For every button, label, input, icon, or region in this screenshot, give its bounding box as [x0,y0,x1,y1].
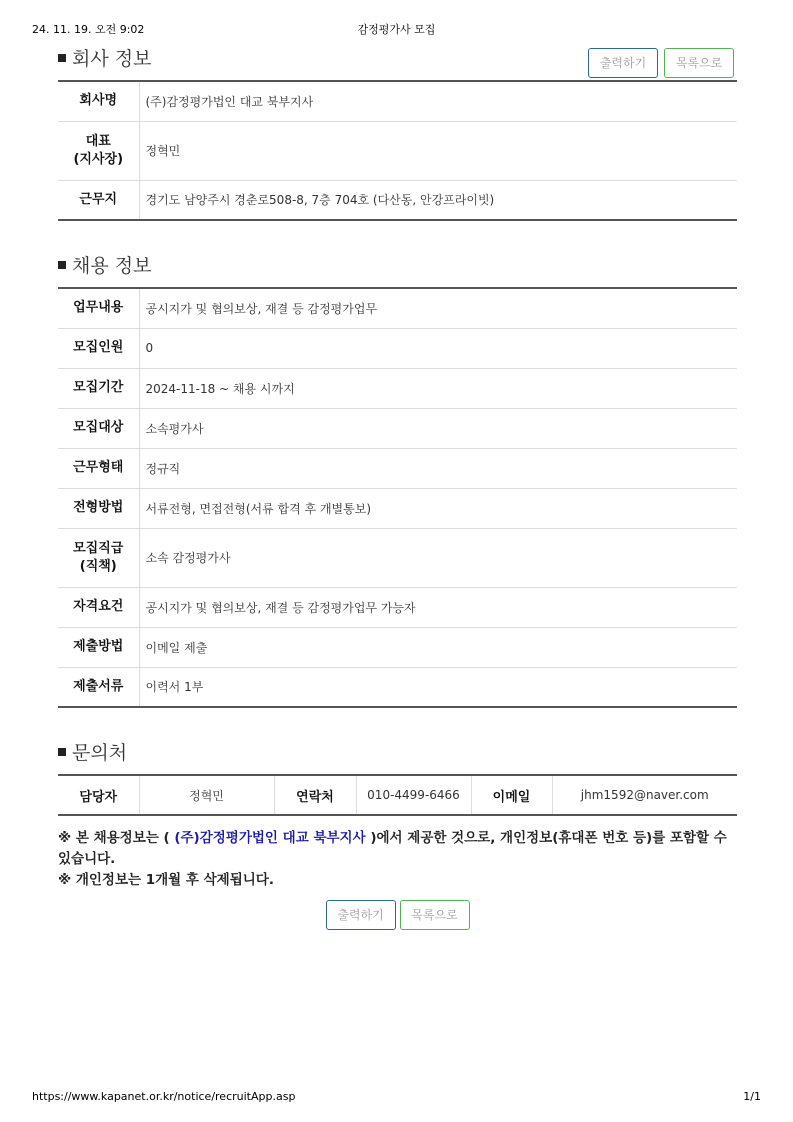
row-value: 이력서 1부 [139,667,737,707]
manager-value: 정혁민 [139,775,274,815]
table-row [58,121,737,180]
table-row [58,288,737,328]
top-button-group [588,48,734,78]
recruit-section-title [58,251,737,287]
row-label: 모집대상 [58,408,139,448]
row-label: 모집직급 (직책) [58,528,139,587]
table-row [58,528,737,587]
row-label: 모집기간 [58,368,139,408]
privacy-notice [58,828,737,891]
company-section-title [58,44,737,80]
row-value: 0 [139,328,737,368]
notice-company-name: (주)감정평가법인 대교 북부지사 [174,830,366,846]
row-label: 대표 (지사장) [58,121,139,180]
print-datetime: 24. 11. 19. 오전 9:02 [32,23,145,36]
table-row [58,368,737,408]
bottom-button-group [58,900,737,930]
row-label: 자격요건 [58,587,139,627]
list-button-bottom[interactable]: 목록으로 [400,900,470,930]
row-label: 회사명 [58,81,139,121]
row-label: 모집인원 [58,328,139,368]
main-content [58,44,737,930]
table-row [58,587,737,627]
list-button[interactable]: 목록으로 [664,48,734,78]
manager-label: 담당자 [58,775,139,815]
contact-table [58,774,737,816]
table-row [58,448,737,488]
row-label: 업무내용 [58,288,139,328]
print-page-title: 감정평가사 모집 [357,23,436,36]
row-value: 정혁민 [139,121,737,180]
table-row [58,328,737,368]
email-label: 이메일 [471,775,552,815]
print-header [32,21,761,35]
contact-section-title-text: 문의처 [72,742,128,764]
row-value: (주)감정평가법인 대교 북부지사 [145,94,314,109]
contact-section-title [58,738,737,774]
row-value: 공시지가 및 협의보상, 재결 등 감정평가업무 가능자 [139,587,737,627]
square-bullet-icon [58,748,66,756]
notice-line-1 [58,828,737,870]
row-label: 근무형태 [58,448,139,488]
print-button-bottom[interactable]: 출력하기 [326,900,396,930]
notice-prefix: ※ 본 채용정보는 ( [58,830,175,846]
table-row [58,667,737,707]
row-label: 제출방법 [58,627,139,667]
print-button[interactable]: 출력하기 [588,48,658,78]
row-label: 근무지 [58,180,139,220]
table-row [58,81,737,121]
company-info-table [58,80,737,221]
row-value: 공시지가 및 협의보상, 재결 등 감정평가업무 [145,301,378,316]
phone-value: 010-4499-6466 [356,775,471,815]
row-value: 정규직 [139,448,737,488]
print-page-number: 1/1 [743,1090,761,1103]
table-row [58,408,737,448]
square-bullet-icon [58,261,66,269]
row-label: 제출서류 [58,667,139,707]
square-bullet-icon [58,54,66,62]
phone-label: 연락처 [274,775,356,815]
notice-suffix: )에서 제공한 것으로, 개인정보(휴대폰 번호 등)를 포함할 수 있습니다. [58,830,727,867]
table-row [58,180,737,220]
row-value: 소속평가사 [139,408,737,448]
table-row [58,627,737,667]
table-row [58,488,737,528]
print-footer [32,1090,761,1104]
row-value: 소속 감정평가사 [139,528,737,587]
row-value: 이메일 제출 [139,627,737,667]
recruit-info-table [58,287,737,708]
row-value: 서류전형, 면접전형(서류 합격 후 개별통보) [139,488,737,528]
company-section-title-text: 회사 정보 [72,48,152,70]
recruit-section-title-text: 채용 정보 [72,255,152,277]
print-url: https://www.kapanet.or.kr/notice/recruitApp.asp [32,1090,296,1103]
notice-line-2: ※ 개인정보는 1개월 후 삭제됩니다. [58,872,274,888]
row-label: 전형방법 [58,488,139,528]
email-value: jhm1592@naver.com [580,788,709,802]
row-value: 경기도 남양주시 경춘로508-8, 7층 704호 (다산동, 안강프라이빗) [139,180,737,220]
row-value: 2024-11-18 ~ 채용 시까지 [139,368,737,408]
